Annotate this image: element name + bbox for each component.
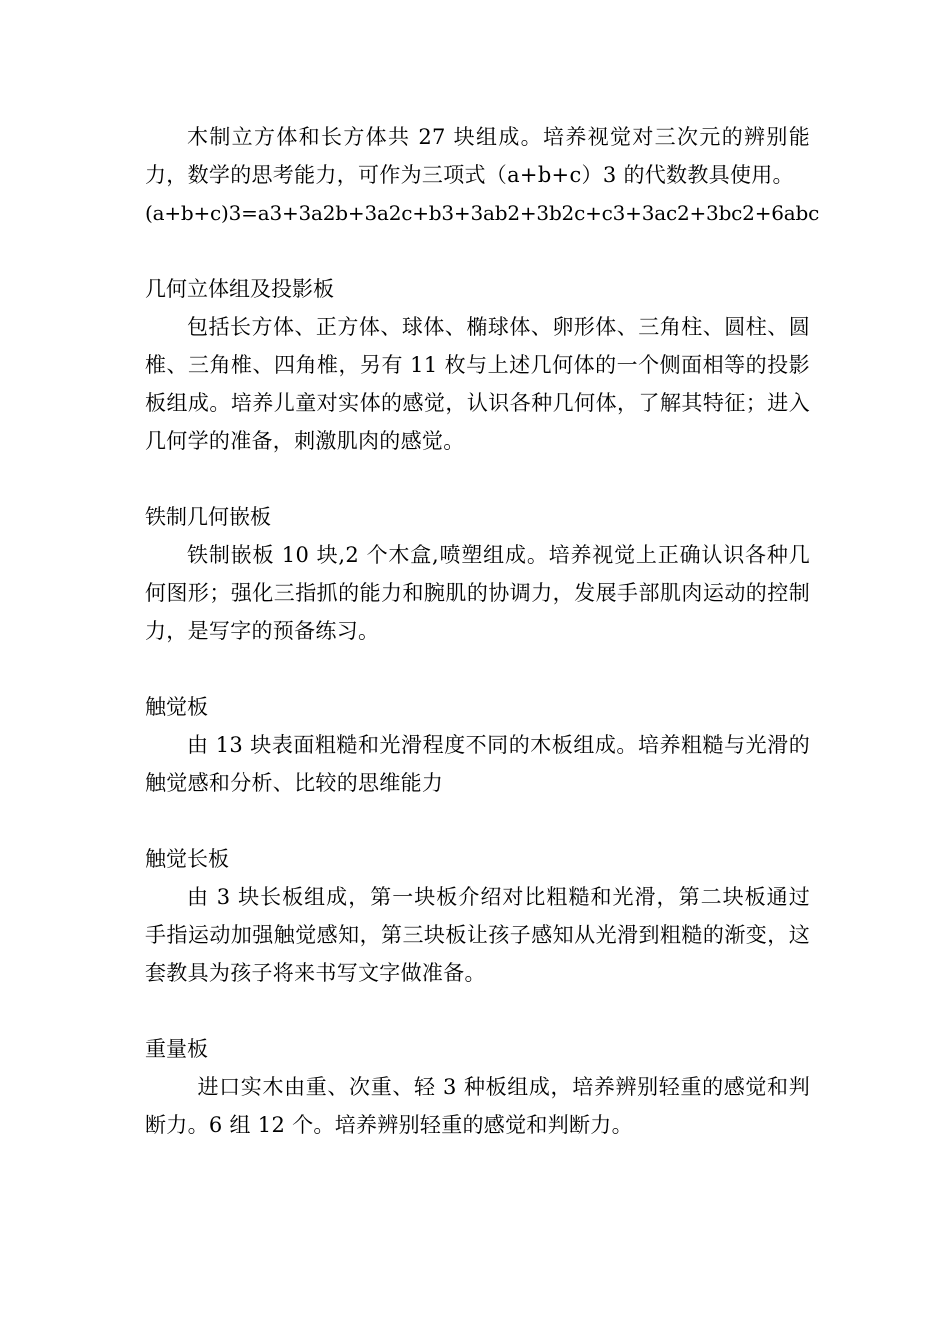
- trinomial-formula: (a+b+c)3=a3+3a2b+3a2c+b3+3ab2+3b2c+c3+3ac2+3bc2+6abc: [145, 201, 820, 225]
- section-text: 包括长方体、正方体、球体、椭球体、卵形体、三角柱、圆柱、圆椎、三角椎、四角椎，另有 11 枚与上述几何体的一个侧面相等的投影板组成。培养儿童对实体的感觉，认识各种几何体，了解其特征；进入几何学的准备，刺激肌肉的感觉。: [145, 315, 810, 453]
- section-text: 由 3 块长板组成，第一块板介绍对比粗糙和光滑，第二块板通过手指运动加强触觉感知，第三块板让孩子感知从光滑到粗糙的渐变，这套教具为孩子将来书写文字做准备。: [145, 885, 810, 985]
- section-title: 铁制几何嵌板: [145, 505, 271, 529]
- section-title: 触觉板: [145, 695, 208, 719]
- section-title: 重量板: [145, 1037, 208, 1061]
- section-text: 进口实木由重、次重、轻 3 种板组成，培养辨别轻重的感觉和判断力。6 组 12 个。培养辨别轻重的感觉和判断力。: [145, 1075, 810, 1137]
- section-long-touch-boards: [145, 840, 810, 992]
- section-text: 铁制嵌板 10 块,2 个木盒,喷塑组成。培养视觉上正确认识各种几何图形；强化三指抓的能力和腕肌的协调力，发展手部肌肉运动的控制力，是写字的预备练习。: [145, 543, 810, 643]
- intro-paragraph: 木制立方体和长方体共 27 块组成。培养视觉对三次元的辨别能力，数学的思考能力，可作为三项式（a+b+c）3 的代数教具使用。: [145, 125, 810, 187]
- section-title: 触觉长板: [145, 847, 229, 871]
- section-touch-boards: [145, 688, 810, 802]
- section-metal-insets: [145, 498, 810, 650]
- section-text: 由 13 块表面粗糙和光滑程度不同的木板组成。培养粗糙与光滑的触觉感和分析、比较的思维能力: [145, 733, 810, 795]
- section-title: 几何立体组及投影板: [145, 277, 334, 301]
- section-weight-boards: [145, 1030, 810, 1144]
- section-geometric-solids: [145, 270, 810, 460]
- document-content: [145, 118, 820, 1144]
